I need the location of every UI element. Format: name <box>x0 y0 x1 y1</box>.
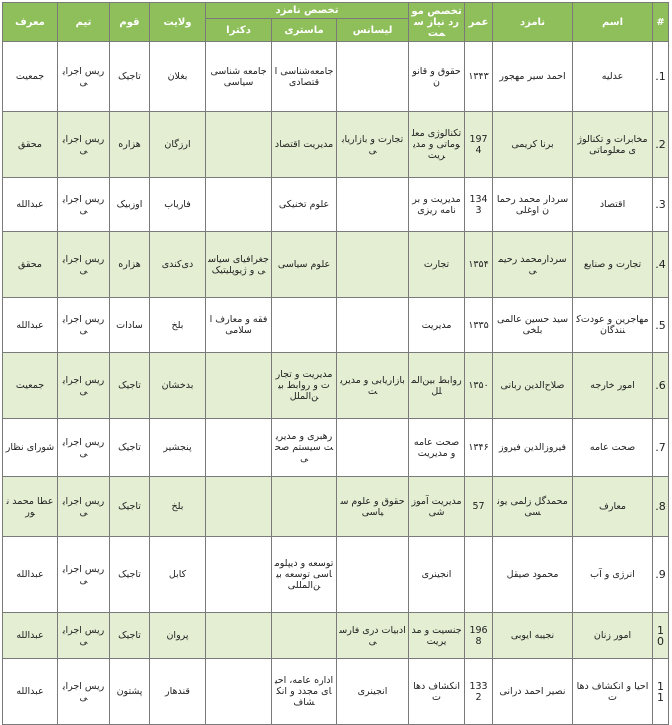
nominee-cell: برنا کریمی <box>493 112 573 178</box>
post-name-cell: عدلیه <box>573 42 653 112</box>
bachelor-cell: تجارت و بازاریابی <box>337 112 409 178</box>
post-name-cell: صحت عامه <box>573 419 653 477</box>
table-row <box>3 298 669 353</box>
ethnicity-cell: تاجیک <box>110 477 150 537</box>
doctorate-cell <box>206 178 272 232</box>
doctorate-cell <box>206 112 272 178</box>
ethnicity-cell: هزاره <box>110 112 150 178</box>
table-row <box>3 178 669 232</box>
header-team: تیم <box>58 3 110 42</box>
doctorate-cell: فقه و معارف اسلامی <box>206 298 272 353</box>
master-cell: مدیریت اقتصاد <box>272 112 337 178</box>
header-age: عمر <box>465 3 493 42</box>
master-cell <box>272 298 337 353</box>
province-cell: بدخشان <box>150 353 206 419</box>
header-ethnicity: قوم <box>110 3 150 42</box>
required-spec-cell: صحت عامه و مدیریت <box>409 419 465 477</box>
province-cell: فاریاب <box>150 178 206 232</box>
bachelor-cell: ادبیات دری فارسی <box>337 613 409 659</box>
introducer-cell: عبدالله <box>3 298 58 353</box>
master-cell: رهبری و مدیریت سیستم صحی <box>272 419 337 477</box>
ethnicity-cell: پشتون <box>110 659 150 725</box>
header-bachelor: لیسانس <box>337 19 409 42</box>
required-spec-cell: انجینری <box>409 537 465 613</box>
nominee-cell: سید حسین عالمی بلخی <box>493 298 573 353</box>
row-number-cell: 3. <box>653 178 669 232</box>
ethnicity-cell: تاجیک <box>110 419 150 477</box>
province-cell: دی‌کندی <box>150 232 206 298</box>
team-cell: ریس اجرایی <box>58 477 110 537</box>
master-cell: اداره عامه، احیای مجدد و انکشاف <box>272 659 337 725</box>
required-spec-cell: تکنالوژی معلوماتی و مدیریت <box>409 112 465 178</box>
team-cell: ریس اجرایی <box>58 298 110 353</box>
table-row <box>3 659 669 725</box>
province-cell: بلخ <box>150 477 206 537</box>
table-row <box>3 42 669 112</box>
bachelor-cell: بازاریابی و مدیریت <box>337 353 409 419</box>
nominee-cell: محمود صیقل <box>493 537 573 613</box>
post-name-cell: مهاجرین و عودت‌کنندگان <box>573 298 653 353</box>
header-master: ماستری <box>272 19 337 42</box>
post-name-cell: اقتصاد <box>573 178 653 232</box>
post-name-cell: مخابرات و تکنالوژی معلوماتی <box>573 112 653 178</box>
required-spec-cell: مدیریت آموزشی <box>409 477 465 537</box>
nominee-cell: محمدگل زلمی یونسی <box>493 477 573 537</box>
required-spec-cell: روابط بین‌الملل <box>409 353 465 419</box>
nominee-cell: سردارمحمد رحیمی <box>493 232 573 298</box>
bachelor-cell <box>337 178 409 232</box>
required-spec-cell: انکشاف دهات <box>409 659 465 725</box>
bachelor-cell <box>337 298 409 353</box>
age-cell: ۱۳۳۵ <box>465 298 493 353</box>
team-cell: ریس اجرایی <box>58 659 110 725</box>
table-row <box>3 353 669 419</box>
nominee-cell: نجیبه ایوبی <box>493 613 573 659</box>
introducer-cell: عبدالله <box>3 613 58 659</box>
introducer-cell: عبدالله <box>3 537 58 613</box>
required-spec-cell: جنسیت و مدیریت <box>409 613 465 659</box>
nominee-cell: صلاح‌الدین ربانی <box>493 353 573 419</box>
row-number-cell: 4. <box>653 232 669 298</box>
team-cell: ریس اجرایی <box>58 353 110 419</box>
doctorate-cell <box>206 477 272 537</box>
bachelor-cell <box>337 232 409 298</box>
master-cell <box>272 477 337 537</box>
team-cell: ریس اجرایی <box>58 112 110 178</box>
doctorate-cell: جامعه شناسی سیاسی <box>206 42 272 112</box>
doctorate-cell <box>206 353 272 419</box>
row-number-cell: 10 <box>653 613 669 659</box>
introducer-cell: محقق <box>3 232 58 298</box>
team-cell: ریس اجرایی <box>58 537 110 613</box>
province-cell: پنجشیر <box>150 419 206 477</box>
age-cell: 57 <box>465 477 493 537</box>
team-cell: ریس اجرایی <box>58 178 110 232</box>
introducer-cell: عبدالله <box>3 178 58 232</box>
age-cell: 1968 <box>465 613 493 659</box>
introducer-cell: محقق <box>3 112 58 178</box>
table-row <box>3 477 669 537</box>
team-cell: ریس اجرایی <box>58 613 110 659</box>
table-row <box>3 419 669 477</box>
introducer-cell: جمعیت <box>3 42 58 112</box>
post-name-cell: امور خارجه <box>573 353 653 419</box>
province-cell: بغلان <box>150 42 206 112</box>
required-spec-cell: مدیریت <box>409 298 465 353</box>
age-cell: 1332 <box>465 659 493 725</box>
table-body <box>3 42 669 725</box>
age-cell: ۱۳۴۳ <box>465 42 493 112</box>
table-row <box>3 232 669 298</box>
post-name-cell: احیا و انکشاف دهات <box>573 659 653 725</box>
age-cell: 1343 <box>465 178 493 232</box>
table-row <box>3 613 669 659</box>
team-cell: ریس اجرایی <box>58 42 110 112</box>
required-spec-cell: حقوق و قانون <box>409 42 465 112</box>
row-number-cell: 5. <box>653 298 669 353</box>
province-cell: ارزگان <box>150 112 206 178</box>
bachelor-cell <box>337 537 409 613</box>
introducer-cell: عطا محمد نور <box>3 477 58 537</box>
ethnicity-cell: تاجیک <box>110 613 150 659</box>
post-name-cell: امور زنان <box>573 613 653 659</box>
row-number-cell: 1. <box>653 42 669 112</box>
header-province: ولایت <box>150 3 206 42</box>
row-number-cell: 8. <box>653 477 669 537</box>
bachelor-cell <box>337 419 409 477</box>
header-name: اسم <box>573 3 653 42</box>
ethnicity-cell: اوزبیک <box>110 178 150 232</box>
row-number-cell: 6. <box>653 353 669 419</box>
required-spec-cell: تجارت <box>409 232 465 298</box>
header-relevant-spec: تخصص مورد نیاز سمت <box>409 3 465 42</box>
row-number-cell: 7. <box>653 419 669 477</box>
province-cell: بلخ <box>150 298 206 353</box>
team-cell: ریس اجرایی <box>58 419 110 477</box>
ethnicity-cell: سادات <box>110 298 150 353</box>
post-name-cell: انرژی و آب <box>573 537 653 613</box>
bachelor-cell: حقوق و علوم سیاسی <box>337 477 409 537</box>
nominee-cell: نصیر احمد درانی <box>493 659 573 725</box>
bachelor-cell <box>337 42 409 112</box>
header-number: # <box>653 3 669 42</box>
required-spec-cell: مدیریت و برنامه ریزی <box>409 178 465 232</box>
header-doctorate: دکترا <box>206 19 272 42</box>
age-cell: 1974 <box>465 112 493 178</box>
ethnicity-cell: هزاره <box>110 232 150 298</box>
doctorate-cell: جغرافیای سیاسی و ژیوپلیتیک <box>206 232 272 298</box>
age-cell: ۱۳۵۰ <box>465 353 493 419</box>
master-cell: توسعه و دیپلوماسی توسعه بین‌المللی <box>272 537 337 613</box>
header-nominee: نامزد <box>493 3 573 42</box>
introducer-cell: عبدالله <box>3 659 58 725</box>
ethnicity-cell: تاجیک <box>110 353 150 419</box>
nominee-cell: احمد سیر مهجور <box>493 42 573 112</box>
post-name-cell: تجارت و صنایع <box>573 232 653 298</box>
table-row <box>3 537 669 613</box>
province-cell: پروان <box>150 613 206 659</box>
header-row-1 <box>3 3 669 19</box>
age-cell: ۱۳۴۶ <box>465 419 493 477</box>
age-cell: ۱۳۵۴ <box>465 232 493 298</box>
master-cell: علوم سیاسی <box>272 232 337 298</box>
team-cell: ریس اجرایی <box>58 232 110 298</box>
master-cell: مدیریت و تجارت و روابط بین‌الملل <box>272 353 337 419</box>
doctorate-cell <box>206 537 272 613</box>
bachelor-cell: انجینری <box>337 659 409 725</box>
age-cell <box>465 537 493 613</box>
introducer-cell: شورای نظار <box>3 419 58 477</box>
header-introducer: معرف <box>3 3 58 42</box>
doctorate-cell <box>206 659 272 725</box>
row-number-cell: 9. <box>653 537 669 613</box>
nominee-cell: فیروزالدین فیروز <box>493 419 573 477</box>
master-cell: علوم تخنیکی <box>272 178 337 232</box>
master-cell: جامعه‌شناسی اقتصادی <box>272 42 337 112</box>
table-row <box>3 112 669 178</box>
doctorate-cell <box>206 419 272 477</box>
master-cell <box>272 613 337 659</box>
row-number-cell: 11 <box>653 659 669 725</box>
header-specialty-group: تخصص نامزد <box>206 3 409 19</box>
ethnicity-cell: تاجیک <box>110 42 150 112</box>
nominees-table <box>2 2 669 725</box>
ethnicity-cell: تاجیک <box>110 537 150 613</box>
nominee-cell: سردار محمد رحمان اوغلی <box>493 178 573 232</box>
province-cell: کابل <box>150 537 206 613</box>
province-cell: قندهار <box>150 659 206 725</box>
post-name-cell: معارف <box>573 477 653 537</box>
doctorate-cell <box>206 613 272 659</box>
introducer-cell: جمعیت <box>3 353 58 419</box>
row-number-cell: 2. <box>653 112 669 178</box>
